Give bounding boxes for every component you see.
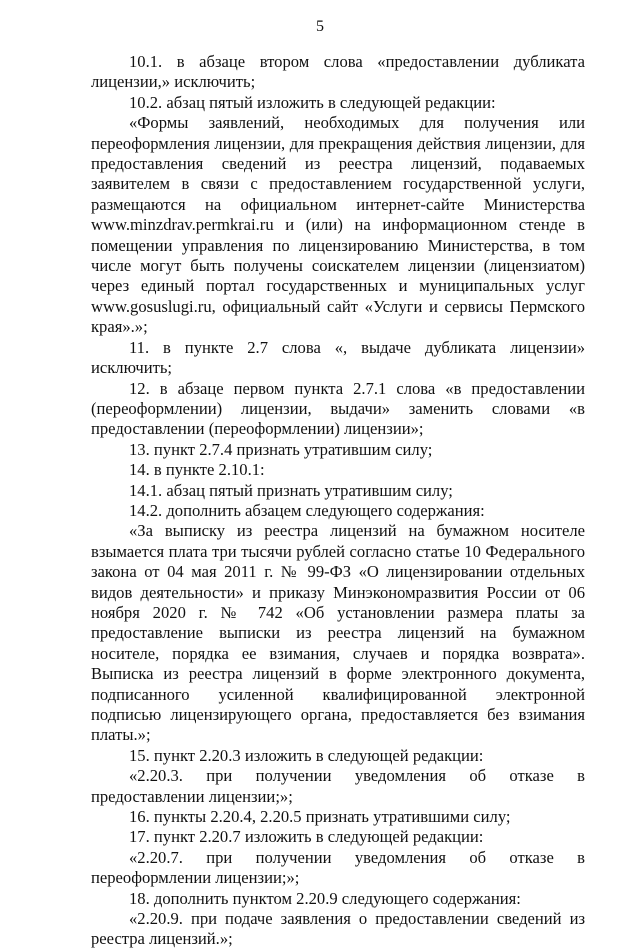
paragraph-forms-quote: «Формы заявлений, необходимых для получения или переоформления лицензии, для прекращения действия лицензии, для предоставления сведений из реестра лицензий, подаваемых заявителем в связи с предоставлением государственной услуги, размещаются на официальном интернет-сайте Министерства www.minzdrav.permkrai.ru и (или) на информационном стенде в помещении управления по лицензированию Министерства, в том числе могут быть получены соискателем лицензии (лицензиатом) через единый портал государственных и муниципальных услуг www.gosuslugi.ru, официальный сайт «Услуги и сервисы Пермского края».»;	[91, 113, 585, 337]
paragraph-18: 18. дополнить пунктом 2.20.9 следующего содержания:	[129, 888, 521, 908]
paragraph-17: 17. пункт 2.20.7 изложить в следующей редакции:	[129, 827, 484, 847]
paragraph-10-2: 10.2. абзац пятый изложить в следующей редакции:	[129, 92, 496, 112]
paragraph-14-2: 14.2. дополнить абзацем следующего содержания:	[129, 500, 485, 520]
page-number: 5	[316, 18, 324, 35]
paragraph-13: 13. пункт 2.7.4 признать утратившим силу;	[129, 439, 433, 459]
paragraph-16: 16. пункты 2.20.4, 2.20.5 признать утратившими силу;	[129, 807, 511, 827]
document-body	[91, 52, 585, 950]
paragraph-10-1: 10.1. в абзаце втором слова «предоставлении дубликата лицензии,» исключить;	[91, 52, 585, 92]
paragraph-2-20-3-quote: «2.20.3. при получении уведомления об отказе в предоставлении лицензии;»;	[91, 766, 585, 806]
paragraph-11: 11. в пункте 2.7 слова «, выдаче дубликата лицензии» исключить;	[91, 337, 585, 378]
paragraph-15: 15. пункт 2.20.3 изложить в следующей редакции:	[129, 745, 484, 765]
paragraph-12: 12. в абзаце первом пункта 2.7.1 слова «в предоставлении (переоформлении) лицензии, выдачи» заменить словами «в предоставлении (переоформлении) лицензии»;	[91, 378, 585, 439]
paragraph-14-1: 14.1. абзац пятый признать утратившим силу;	[129, 480, 453, 500]
paragraph-14: 14. в пункте 2.10.1:	[129, 460, 265, 480]
paragraph-2-20-7-quote: «2.20.7. при получении уведомления об отказе в переоформлении лицензии;»;	[91, 847, 585, 888]
paragraph-2-20-9-quote: «2.20.9. при подаче заявления о предоставлении сведений из реестра лицензий.»;	[91, 909, 585, 949]
paragraph-fee-quote: «За выписку из реестра лицензий на бумажном носителе взымается плата три тысячи рублей согласно статье 10 Федерального закона от 04 мая 2011 г. № 99-ФЗ «О лицензировании отдельных видов деятельности» и приказу Минэкономразвития России от 06 ноября 2020 г. № 742 «Об установлении размера платы за предоставление выписки из реестра лицензий на бумажном носителе, порядка ее взимания, случаев и порядка возврата». Выписка из реестра лицензий в форме электронного документа, подписанного усиленной квалифицированной электронной подписью лицензирующего органа, предоставляется без взимания платы.»;	[91, 521, 585, 745]
